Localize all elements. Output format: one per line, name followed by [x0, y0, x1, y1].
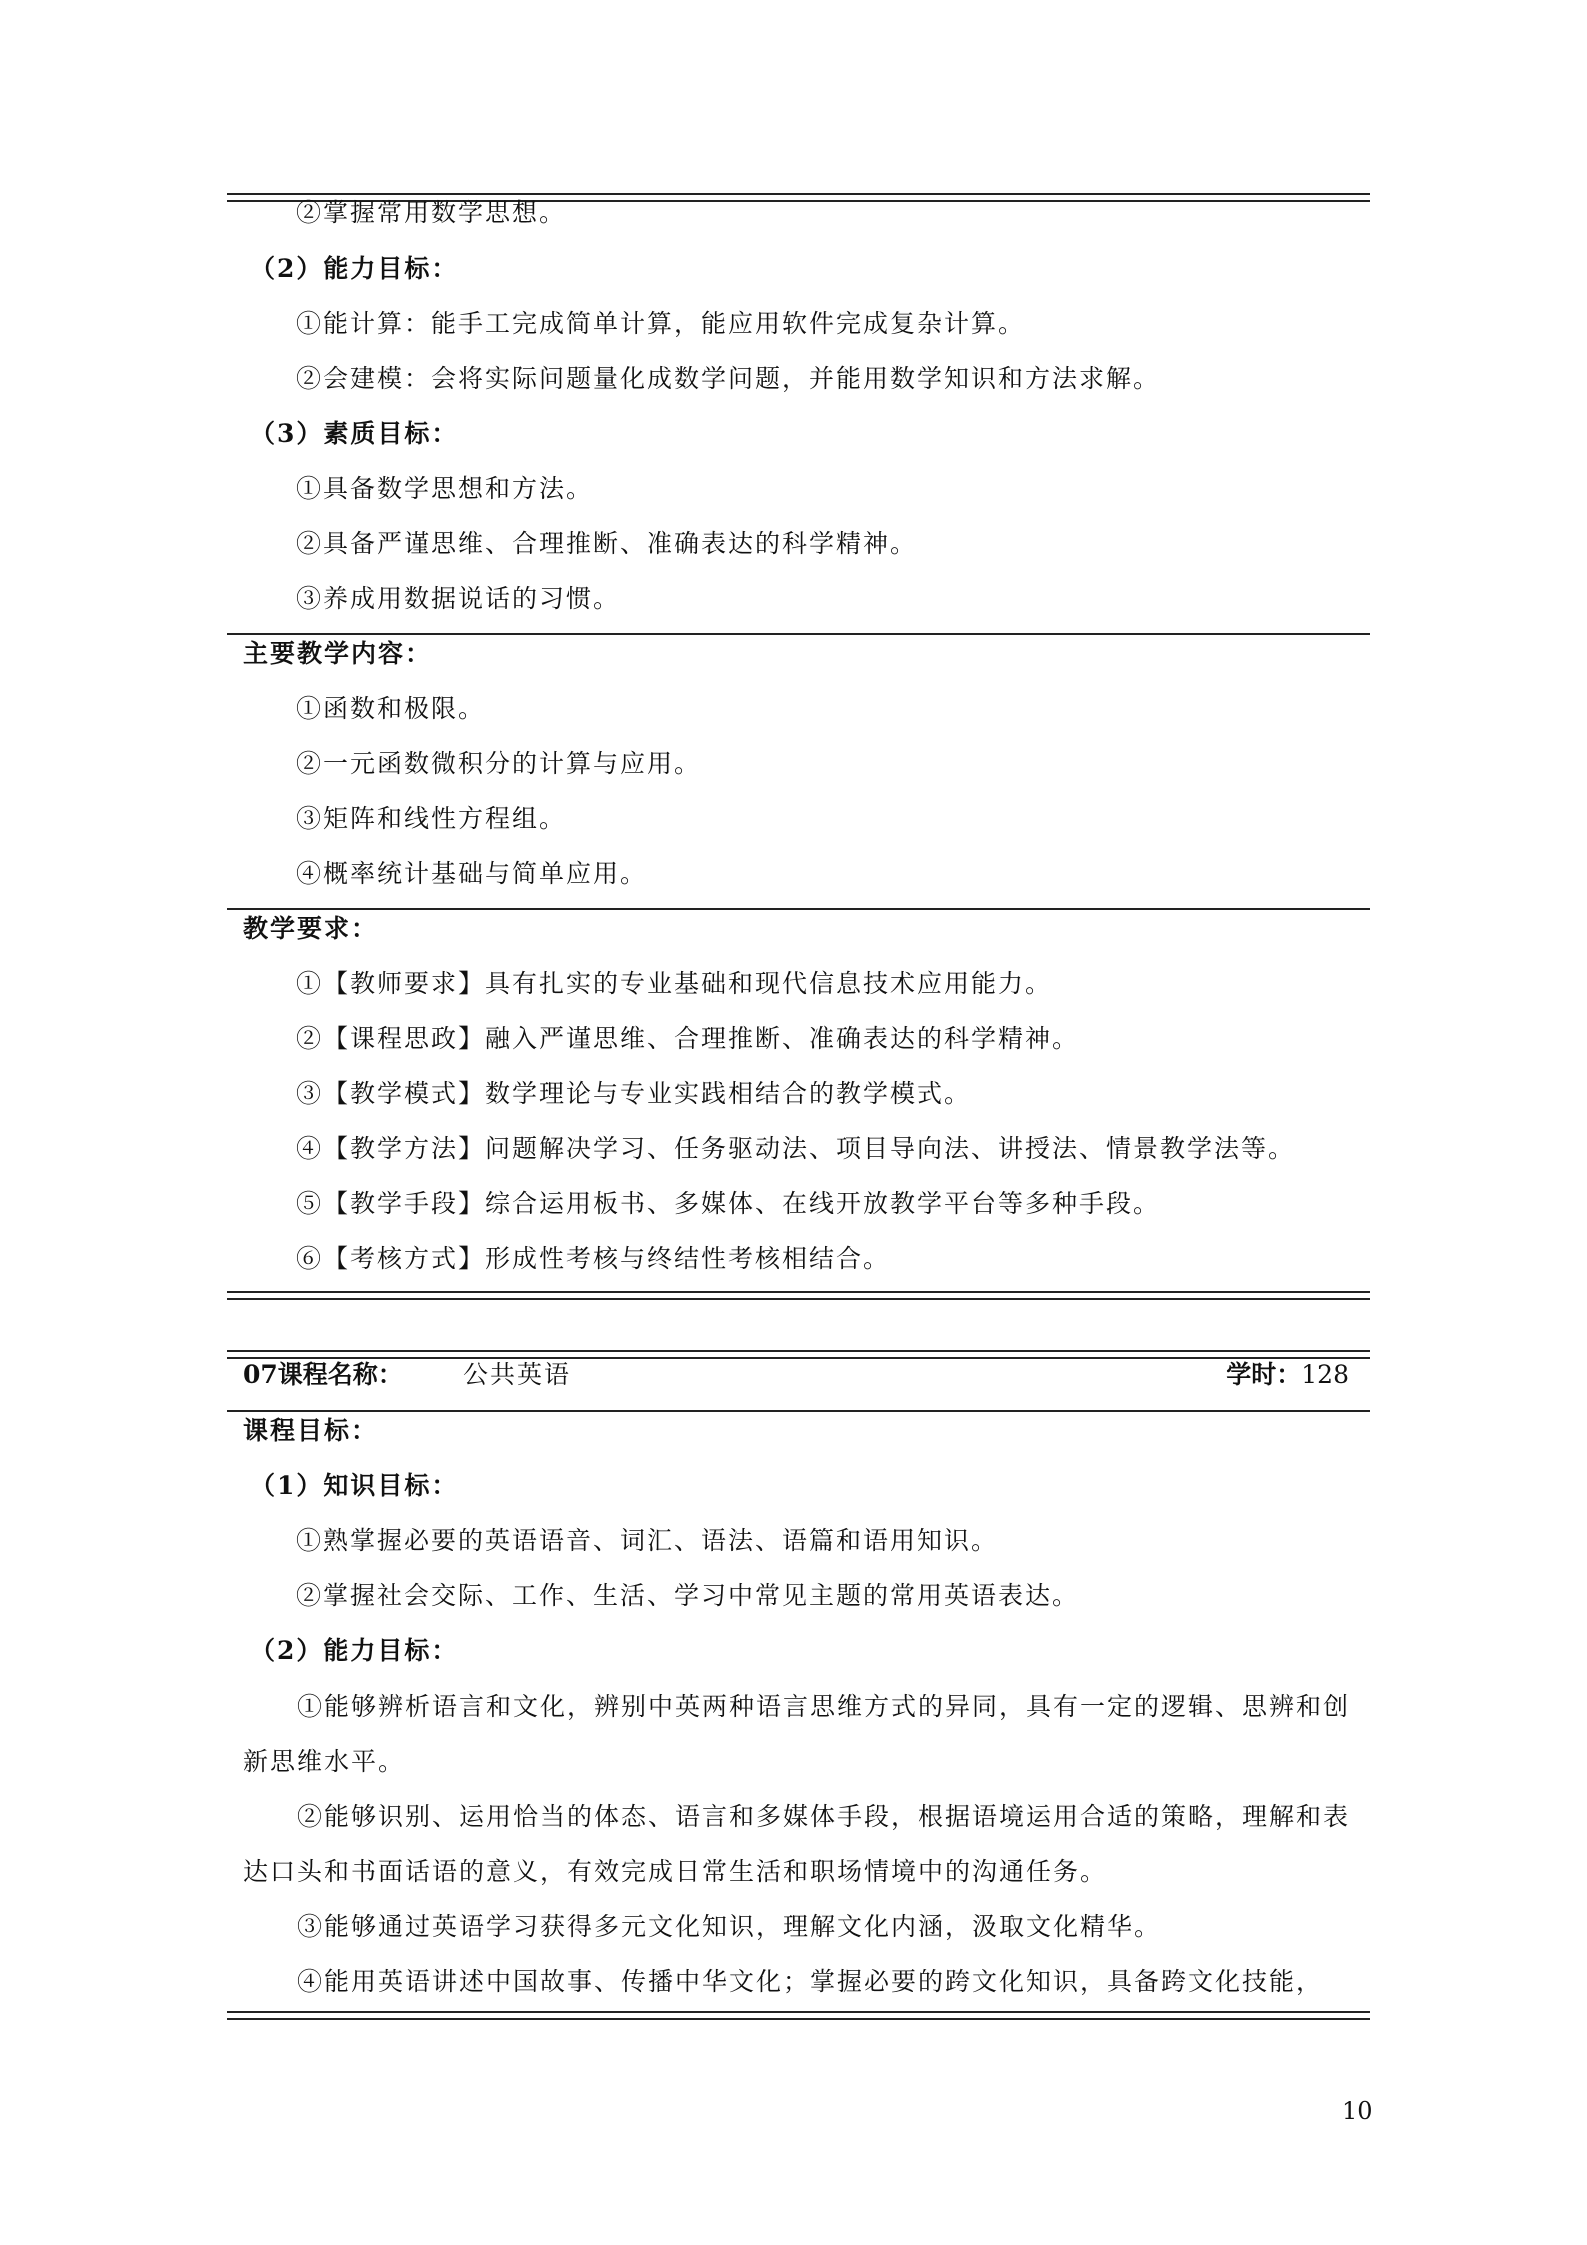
requirement-item: ①【教师要求】具有扎实的专业基础和现代信息技术应用能力。 — [296, 969, 1053, 998]
ability-item: ②会建模：会将实际问题量化成数学问题，并能用数学知识和方法求解。 — [296, 364, 1161, 393]
ability-paragraph: ③能够通过英语学习获得多元文化知识，理解文化内涵，汲取文化精华。 — [297, 1912, 1162, 1941]
main-content-heading: 主要教学内容： — [243, 639, 433, 668]
section-divider — [227, 908, 1370, 910]
hours-value: 128 — [1301, 1360, 1349, 1389]
course-name-label: 07课程名称： — [243, 1360, 403, 1389]
knowledge-item: ②掌握常用数学思想。 — [296, 198, 567, 227]
content-item: ①函数和极限。 — [296, 694, 486, 723]
requirement-item: ⑥【考核方式】形成性考核与终结性考核相结合。 — [296, 1244, 891, 1273]
section-divider — [227, 1410, 1370, 1412]
quality-item: ③养成用数据说话的习惯。 — [296, 584, 621, 613]
knowledge-item: ②掌握社会交际、工作、生活、学习中常见主题的常用英语表达。 — [296, 1581, 1080, 1610]
table-bottom-border — [227, 2011, 1370, 2020]
table-bottom-border — [227, 1291, 1370, 1300]
quality-item: ①具备数学思想和方法。 — [296, 474, 594, 503]
content-item: ④概率统计基础与简单应用。 — [296, 859, 648, 888]
quality-item: ②具备严谨思维、合理推断、准确表达的科学精神。 — [296, 529, 918, 558]
content-item: ②一元函数微积分的计算与应用。 — [296, 749, 702, 778]
knowledge-item: ①熟掌握必要的英语语音、词汇、语法、语篇和语用知识。 — [296, 1526, 999, 1555]
requirements-heading: 教学要求： — [243, 914, 379, 943]
ability-paragraph: ②能够识别、运用恰当的体态、语言和多媒体手段，根据语境运用合适的策略，理解和表达口头和书面话语的意义，有效完成日常生活和职场情境中的沟通任务。 — [243, 1802, 1351, 1886]
content-item: ③矩阵和线性方程组。 — [296, 804, 567, 833]
knowledge-heading: （1）知识目标： — [250, 1471, 459, 1500]
ability-paragraph: ④能用英语讲述中国故事、传播中华文化；掌握必要的跨文化知识，具备跨文化技能， — [297, 1967, 1324, 1996]
page-number: 10 — [1342, 2097, 1373, 2125]
requirement-item: ⑤【教学手段】综合运用板书、多媒体、在线开放教学平台等多种手段。 — [296, 1189, 1161, 1218]
ability-heading: （2）能力目标： — [250, 1636, 459, 1665]
course-name-value: 公共英语 — [463, 1360, 572, 1389]
section-divider — [227, 633, 1370, 635]
requirement-item: ③【教学模式】数学理论与专业实践相结合的教学模式。 — [296, 1079, 972, 1108]
quality-heading: （3）素质目标： — [250, 419, 459, 448]
requirement-item: ④【教学方法】问题解决学习、任务驱动法、项目导向法、讲授法、情景教学法等。 — [296, 1134, 1296, 1163]
hours-label: 学时： — [1226, 1360, 1302, 1389]
course-header-row — [243, 1358, 1353, 1392]
objectives-heading: 课程目标： — [243, 1416, 379, 1445]
ability-heading: （2）能力目标： — [250, 254, 459, 283]
ability-paragraph: ①能够辨析语言和文化，辨别中英两种语言思维方式的异同，具有一定的逻辑、思辨和创新思维水平。 — [243, 1692, 1351, 1776]
course-hours — [1226, 1358, 1349, 1392]
ability-item: ①能计算：能手工完成简单计算，能应用软件完成复杂计算。 — [296, 309, 1026, 338]
requirement-item: ②【课程思政】融入严谨思维、合理推断、准确表达的科学精神。 — [296, 1024, 1080, 1053]
